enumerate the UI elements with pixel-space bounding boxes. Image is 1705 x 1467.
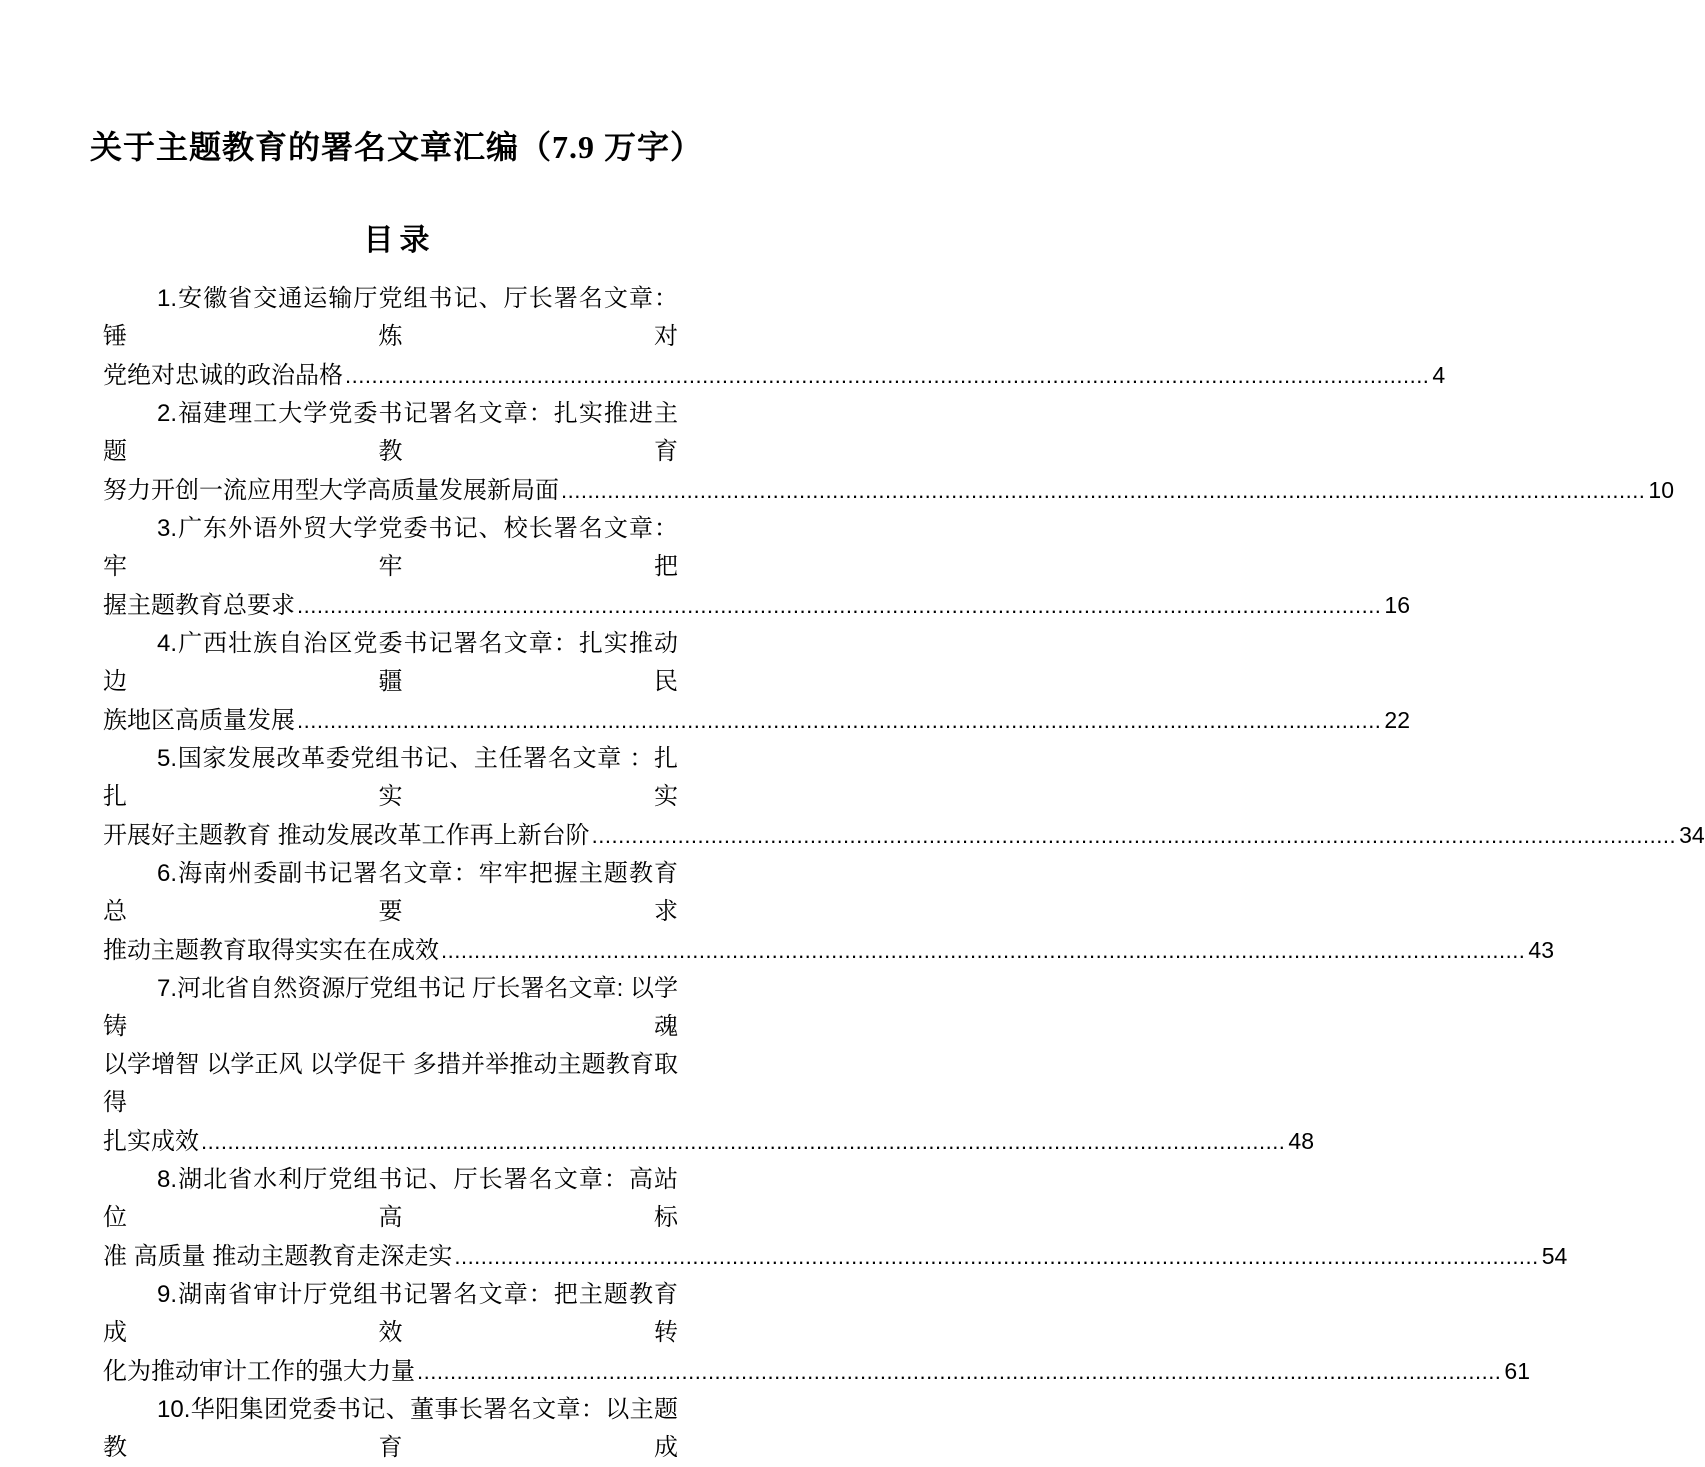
toc-entry-1[interactable] xyxy=(103,280,1446,395)
toc-entry-text: 1.安徽省交通运输厅党组书记、厅长署名文章：锤炼对 xyxy=(103,285,678,350)
toc-entry-text: 6.海南州委副书记署名文章：牢牢把握主题教育总要求 xyxy=(103,860,678,925)
toc-entry-lastline xyxy=(103,1237,1568,1276)
toc-page-number: 54 xyxy=(1541,1243,1568,1269)
toc-entry-lastline xyxy=(103,471,1675,510)
toc-entry-text: 10.华阳集团党委书记、董事长署名文章：以主题教育成 xyxy=(103,1396,678,1461)
toc-entry-text: 党绝对忠诚的政治品格 xyxy=(103,362,343,389)
document-title: 关于主题教育的署名文章汇编（7.9 万字） xyxy=(89,129,703,165)
toc-entry-text: 族地区高质量发展 xyxy=(103,707,295,734)
dot-leader xyxy=(592,817,1676,855)
toc-page-number: 22 xyxy=(1384,707,1411,733)
toc-page-number: 34 xyxy=(1679,822,1705,848)
toc-entry-9[interactable] xyxy=(103,1276,1531,1391)
toc-entry-3[interactable] xyxy=(103,510,1411,625)
toc-page-number: 43 xyxy=(1528,937,1555,963)
toc-entry-5[interactable] xyxy=(103,740,1705,855)
toc-entry-text: 以学增智 以学正风 以学促干 多措并举推动主题教育取得 xyxy=(103,1051,678,1116)
toc-entry-text: 8.湖北省水利厅党组书记、厅长署名文章：高站位高标 xyxy=(103,1166,678,1231)
toc-entry-text: 5.国家发展改革委党组书记、主任署名文章 ：扎扎实实 xyxy=(103,745,678,810)
toc-entry-lastline xyxy=(103,816,1705,855)
toc-entry-lastline xyxy=(103,931,1555,970)
toc-entry-text: 握主题教育总要求 xyxy=(103,592,295,619)
toc-page-number: 4 xyxy=(1432,362,1446,388)
toc-entry-text: 开展好主题教育 推动发展改革工作再上新台阶 xyxy=(103,822,590,849)
toc-list xyxy=(103,280,1705,1467)
toc-entry-text: 扎实成效 xyxy=(103,1128,199,1155)
dot-leader xyxy=(297,702,1381,740)
dot-leader xyxy=(417,1353,1501,1391)
toc-heading: 目录 xyxy=(363,224,436,257)
dot-leader xyxy=(345,357,1429,395)
toc-page-number: 61 xyxy=(1504,1358,1531,1384)
dot-leader xyxy=(561,472,1645,510)
toc-page-number: 16 xyxy=(1384,592,1411,618)
toc-entry-text: 努力开创一流应用型大学高质量发展新局面 xyxy=(103,477,559,504)
dot-leader xyxy=(441,932,1525,970)
toc-entry-lastline xyxy=(103,1352,1531,1391)
toc-entry-text: 推动主题教育取得实实在在成效 xyxy=(103,937,439,964)
toc-entry-lastline xyxy=(103,1122,1315,1161)
toc-entry-text: 4.广西壮族自治区党委书记署名文章：扎实推动边疆民 xyxy=(103,630,678,695)
toc-entry-text: 7.河北省自然资源厅党组书记 厅长署名文章: 以学铸魂 xyxy=(103,975,678,1040)
toc-entry-7[interactable] xyxy=(103,970,1315,1161)
toc-entry-10[interactable] xyxy=(103,1391,678,1467)
dot-leader xyxy=(297,587,1381,625)
toc-entry-lastline xyxy=(103,701,1411,740)
toc-entry-4[interactable] xyxy=(103,625,1411,740)
toc-page-number: 10 xyxy=(1648,477,1675,503)
toc-entry-lastline xyxy=(103,586,1411,625)
toc-entry-text: 2.福建理工大学党委书记署名文章：扎实推进主题教育 xyxy=(103,400,678,465)
toc-entry-text: 9.湖南省审计厅党组书记署名文章：把主题教育成效转 xyxy=(103,1281,678,1346)
toc-entry-text: 化为推动审计工作的强大力量 xyxy=(103,1358,415,1385)
toc-entry-lastline xyxy=(103,356,1446,395)
toc-entry-8[interactable] xyxy=(103,1161,1568,1276)
toc-entry-text: 准 高质量 推动主题教育走深走实 xyxy=(103,1243,453,1270)
toc-entry-2[interactable] xyxy=(103,395,1675,510)
toc-page-number: 48 xyxy=(1288,1128,1315,1154)
dot-leader xyxy=(201,1123,1285,1161)
toc-entry-text: 3.广东外语外贸大学党委书记、校长署名文章：牢牢把 xyxy=(103,515,678,580)
toc-entry-6[interactable] xyxy=(103,855,1555,970)
dot-leader xyxy=(454,1238,1538,1276)
